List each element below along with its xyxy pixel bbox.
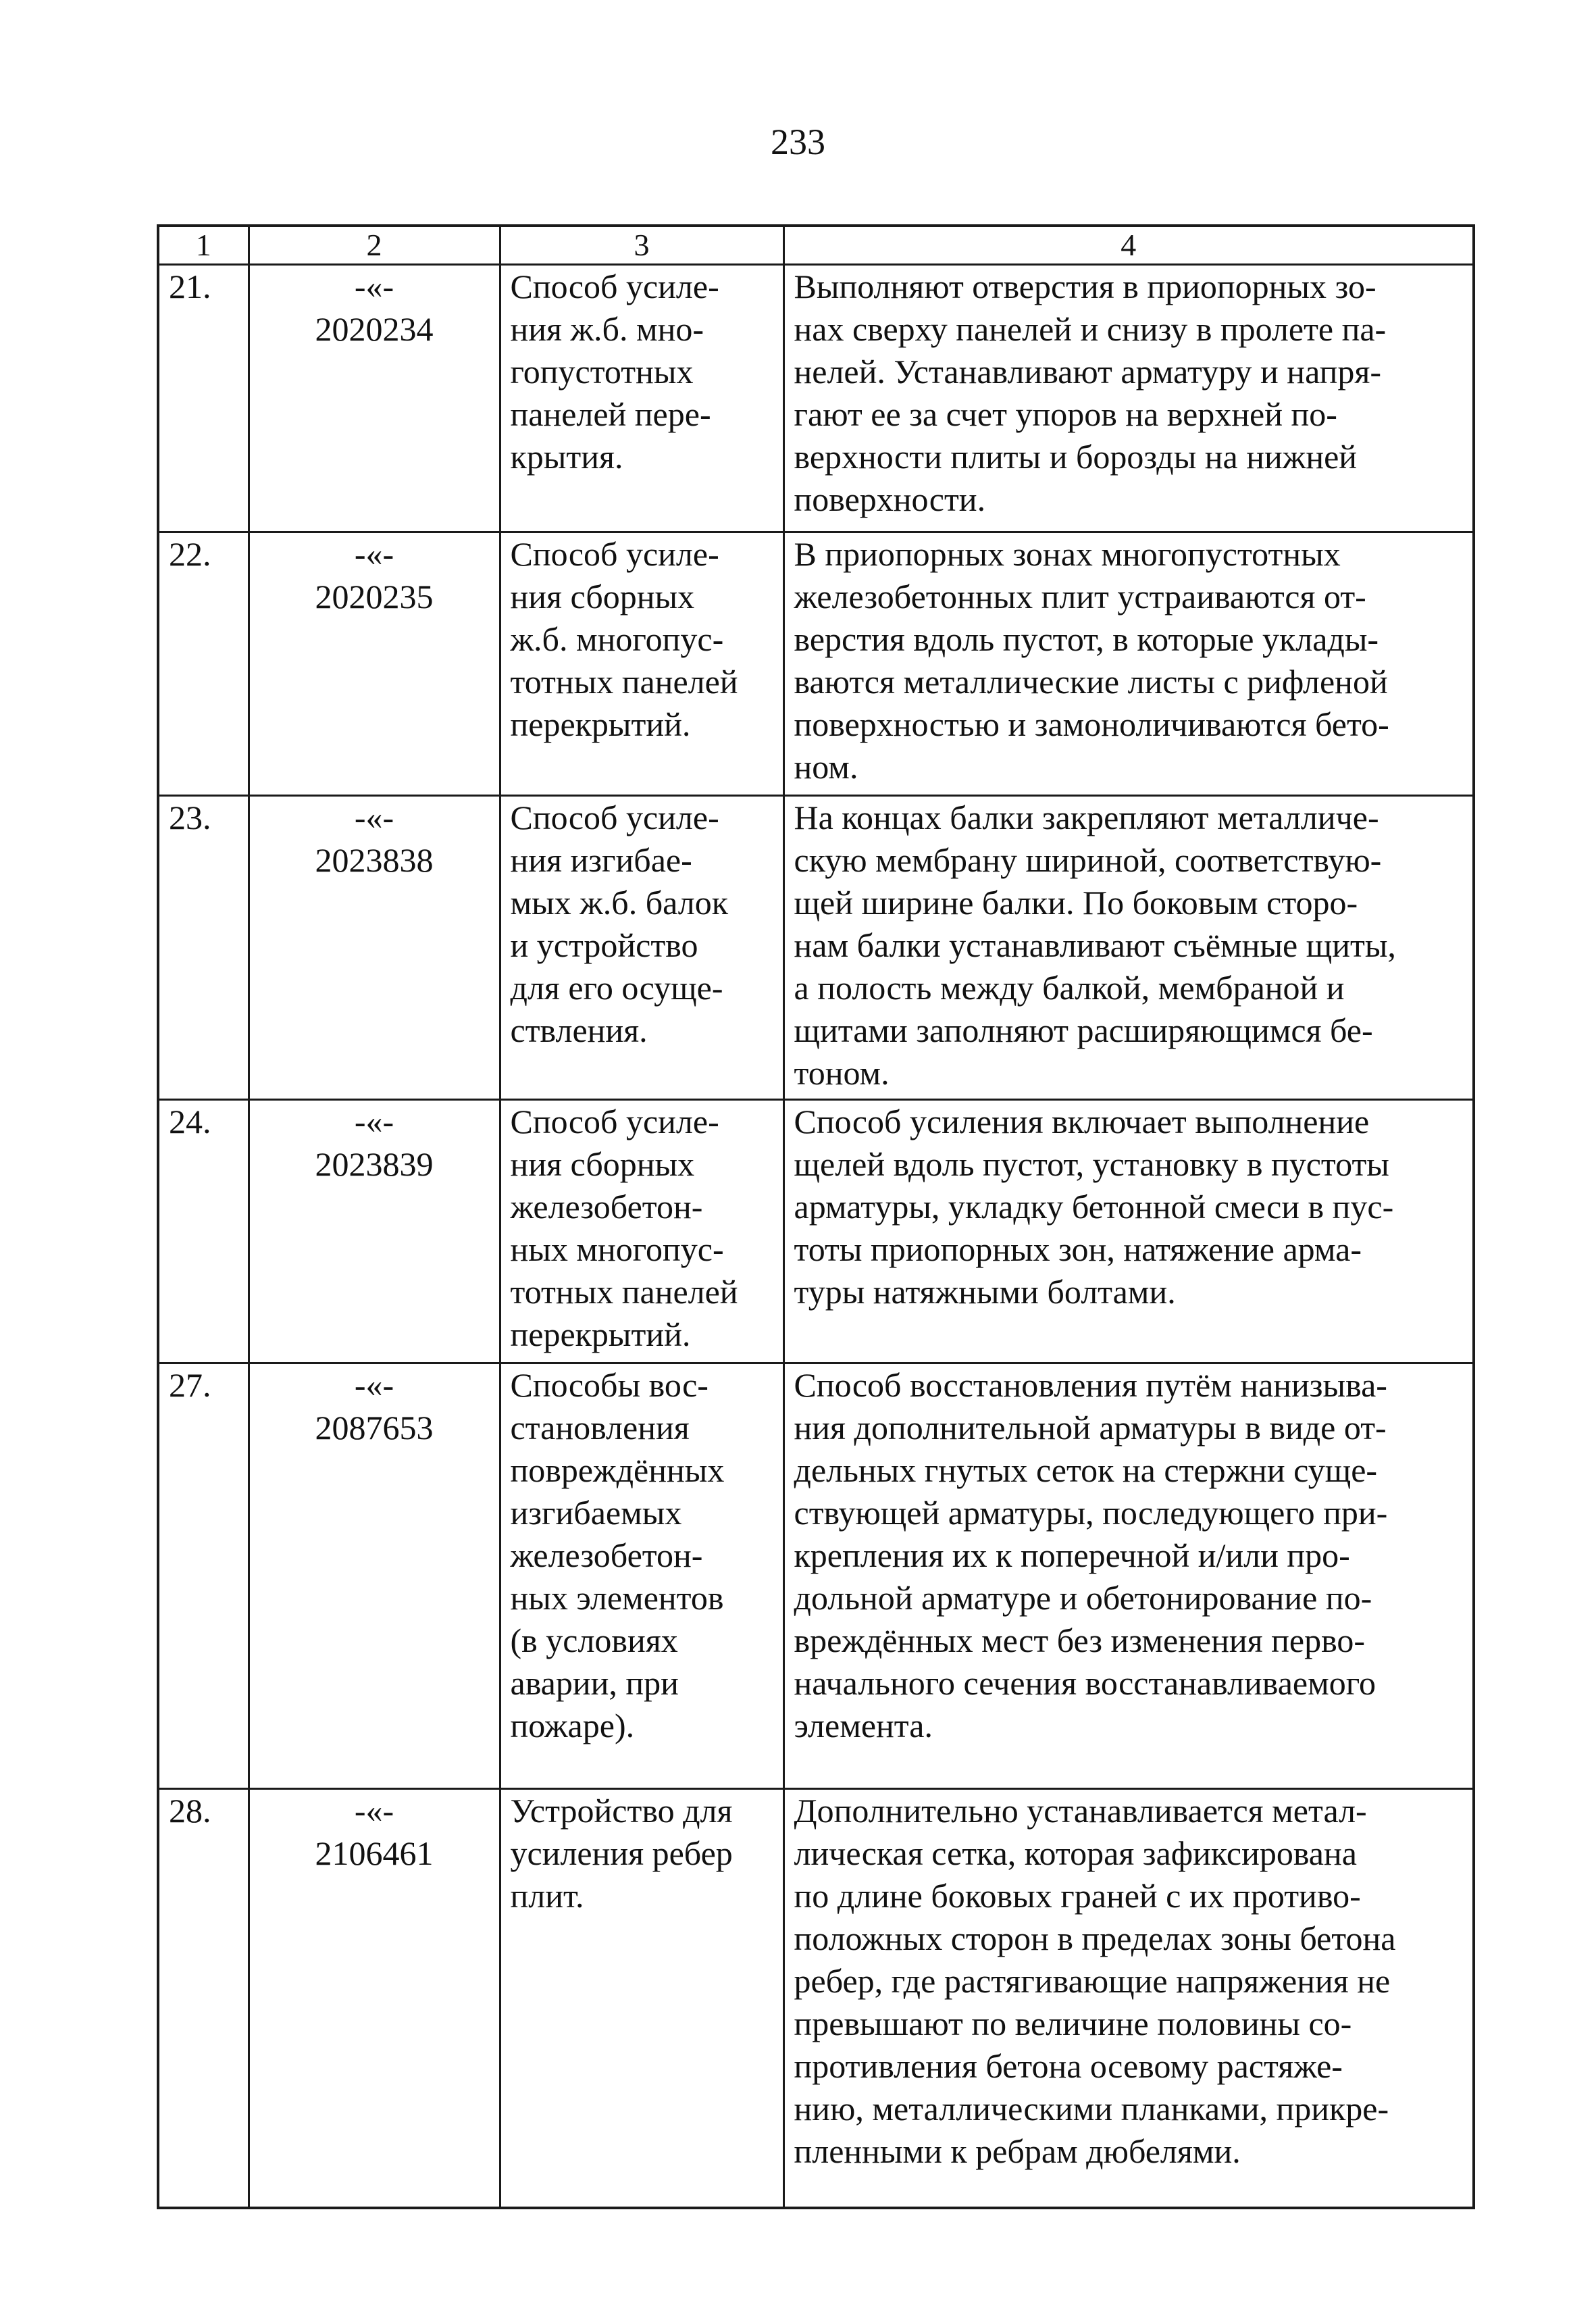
method-name: Способ усиле- ния ж.б. мно- гопустотных панелей пере- крытия. [500, 265, 783, 532]
page-number: 233 [771, 122, 825, 162]
header-cell-4: 4 [783, 226, 1474, 265]
ditto-mark: -«- [354, 268, 394, 305]
method-name: Способы вос- становления повреждённых изгибаемых железобетон- ных элементов (в условиях аварии, при пожаре). [500, 1363, 783, 1789]
row-number: 23. [158, 796, 249, 1100]
row-number: 24. [158, 1100, 249, 1363]
ditto-mark: -«- [354, 1103, 394, 1140]
patent-cell [249, 1363, 500, 1789]
method-name: Способ усиле- ния сборных железобетон- ных многопус- тотных панелей перекрытий. [500, 1100, 783, 1363]
method-name: Способ усиле- ния сборных ж.б. многопус- тотных панелей перекрытий. [500, 532, 783, 796]
patent-number: 2106461 [315, 1834, 434, 1872]
patent-number: 2023838 [315, 841, 434, 879]
table-row [158, 796, 1474, 1100]
patent-cell [249, 796, 500, 1100]
method-description: Способ усиления включает выполнение щелей вдоль пустот, установку в пустоты арматуры, укладку бетонной смеси в пус- тоты приопорных зон, натяжение арма- туры натяжными болтами. [783, 1100, 1474, 1363]
header-cell-3: 3 [500, 226, 783, 265]
table-row [158, 1363, 1474, 1789]
patent-cell [249, 1789, 500, 2208]
row-number: 28. [158, 1789, 249, 2208]
patent-number: 2023839 [315, 1145, 434, 1183]
table-row [158, 532, 1474, 796]
patent-cell [249, 1100, 500, 1363]
patent-number: 2020234 [315, 310, 434, 348]
method-name: Способ усиле- ния изгибае- мых ж.б. балок и устройство для его осуще- ствления. [500, 796, 783, 1100]
ditto-mark: -«- [354, 1792, 394, 1830]
method-description: Способ восстановления путём нанизыва- ния дополнительной арматуры в виде от- дельных гнутых сеток на стержни суще- ствующей арматуры, последующего при- крепления их к поперечной и/или про- дольной арматуре и обетонирование по- вреждённых мест без изменения перво- начального сечения восстанавливаемого элемента. [783, 1363, 1474, 1789]
ditto-mark: -«- [354, 535, 394, 573]
patent-number: 2020235 [315, 578, 434, 615]
method-description: На концах балки закрепляют металличе- скую мембрану шириной, соответствую- щей ширине балки. По боковым сторо- нам балки устанавливают съёмные щиты, а полость между балкой, мембраной и щитами заполняют расширяющимся бе- тоном. [783, 796, 1474, 1100]
ditto-mark: -«- [354, 1366, 394, 1404]
table-row [158, 265, 1474, 532]
method-description: Выполняют отверстия в приопорных зо- нах сверху панелей и снизу в пролете па- нелей. Устанавливают арматуру и напря- гают ее за счет упоров на верхней по- верхности плиты и борозды на нижней поверхности. [783, 265, 1474, 532]
patent-table [157, 224, 1475, 2209]
ditto-mark: -«- [354, 799, 394, 836]
row-number: 21. [158, 265, 249, 532]
header-cell-2: 2 [249, 226, 500, 265]
method-description: Дополнительно устанавливается метал- лическая сетка, которая зафиксирована по длине боковых граней с их противо- положных сторон в пределах зоны бетона ребер, где растягивающие напряжения не превышают по величине половины со- противления бетона осевому растяже- нию, металлическими планками, прикре- пленными к ребрам дюбелями. [783, 1789, 1474, 2208]
table-header [158, 226, 1474, 265]
method-description: В приопорных зонах многопустотных железобетонных плит устраиваются от- верстия вдоль пустот, в которые уклады- ваются металлические листы с рифленой поверхностью и замоноличиваются бето- ном. [783, 532, 1474, 796]
row-number: 22. [158, 532, 249, 796]
table-row [158, 1789, 1474, 2208]
method-name: Устройство для усиления ребер плит. [500, 1789, 783, 2208]
patent-cell [249, 532, 500, 796]
table-row [158, 1100, 1474, 1363]
table-body [158, 265, 1474, 2208]
header-row [158, 226, 1474, 265]
patent-number: 2087653 [315, 1409, 434, 1447]
patent-cell [249, 265, 500, 532]
header-cell-1: 1 [158, 226, 249, 265]
row-number: 27. [158, 1363, 249, 1789]
